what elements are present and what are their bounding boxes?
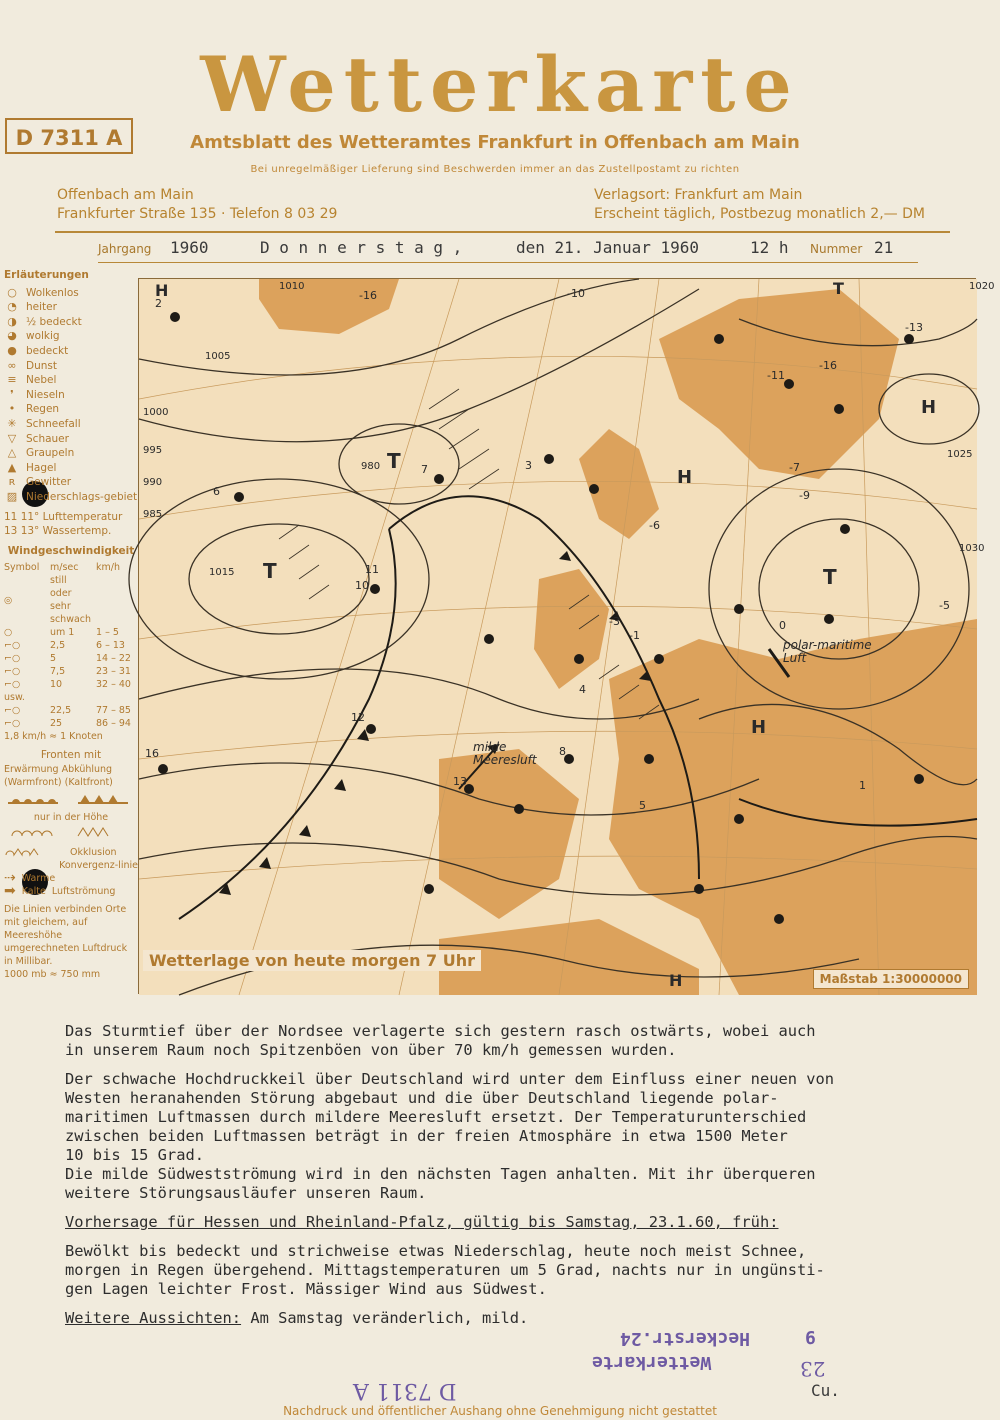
address-right-line-1: Verlagsort: Frankfurt am Main xyxy=(594,187,803,203)
legend-symbol-row xyxy=(4,417,138,432)
map-caption: Wetterlage von heute morgen 7 Uhr xyxy=(143,950,481,971)
station-temperature: -9 xyxy=(799,489,810,502)
legend-fronts-title: Fronten mit xyxy=(40,749,102,762)
dateline-rule xyxy=(98,262,918,263)
legend-symbol-row xyxy=(4,329,138,344)
isobar-value-label: 1030 xyxy=(959,543,985,554)
wind-row xyxy=(4,717,138,730)
legend-symbol-label: Regen xyxy=(26,403,60,416)
wind-header-kmh: km/h xyxy=(96,562,120,574)
wind-row xyxy=(4,639,138,652)
isobar-value-label: 1015 xyxy=(209,567,235,578)
wind-cell: 14 – 22 xyxy=(96,653,131,665)
legend-symbol-icon: ◕ xyxy=(7,329,17,343)
wind-header-symbol: Symbol xyxy=(4,562,40,574)
legend-symbol-label: bedeckt xyxy=(26,344,69,357)
station-temperature: -7 xyxy=(789,461,800,474)
legend-symbol-label: Dunst xyxy=(26,359,57,372)
legend-symbol-row xyxy=(4,446,138,461)
weather-map-graphic xyxy=(139,279,977,995)
legend-symbol-label: Schneefall xyxy=(26,417,81,430)
legend-symbol-label: Hagel xyxy=(26,461,57,474)
isobar-value-label: 995 xyxy=(143,445,163,456)
legend-symbol-icon: ▨ xyxy=(6,489,18,503)
wind-cell: 2,5 xyxy=(50,640,66,652)
wind-row xyxy=(4,691,138,704)
station-temperature: 6 xyxy=(213,485,220,498)
masthead-subtitle: Amtsblatt des Wetteramtes Frankfurt in Offenbach am Main xyxy=(190,132,800,153)
legend-fronts-cols: Erwärmung Abkühlung xyxy=(4,763,113,775)
wind-cell: ○ xyxy=(4,627,13,639)
wind-cell: 5 xyxy=(50,653,57,665)
legend-symbol-label: Nieseln xyxy=(26,388,65,401)
occlusion-label: Okklusion xyxy=(70,846,117,858)
legend-symbol-row xyxy=(4,315,138,330)
hour: 12 h xyxy=(750,238,789,257)
high-pressure-label: H xyxy=(155,281,169,300)
wind-cell: 6 – 13 xyxy=(96,640,125,652)
legend-symbol-icon: ▲ xyxy=(7,460,17,474)
header-rule xyxy=(55,231,950,233)
wind-cell: still oder sehr schwach xyxy=(50,575,92,626)
station-temperature: 4 xyxy=(579,683,586,696)
legend-symbol-row xyxy=(4,300,138,315)
legend-symbol-label: ½ bedeckt xyxy=(26,315,82,328)
wind-cell: 7,5 xyxy=(50,666,66,678)
legend-symbol-icon: △ xyxy=(7,446,17,460)
isobar-value-label: 1020 xyxy=(969,281,995,292)
wind-row xyxy=(4,652,138,665)
forecast-heading: Vorhersage für Hessen und Rheinland-Pfalz, gültig bis Samstag, 23.1.60, früh: xyxy=(65,1213,779,1231)
address-left xyxy=(57,186,337,224)
legend-symbol-label: wolkig xyxy=(26,330,60,343)
station-temperature: 5 xyxy=(639,799,646,812)
weather-report xyxy=(65,1022,985,1328)
wind-cell: ⌐○ xyxy=(4,718,21,730)
stamp-name: Wetterkarte xyxy=(592,1352,712,1373)
station-temperature: 10 xyxy=(355,579,369,592)
station-temperature: -1 xyxy=(629,629,640,642)
legend-symbol-row xyxy=(4,344,138,359)
station-temperature: 13 xyxy=(453,775,467,788)
wind-cell: ◎ xyxy=(4,594,13,606)
isobar-value-label: 990 xyxy=(143,477,163,488)
address-left-line-2: Frankfurter Straße 135 · Telefon 8 03 29 xyxy=(57,206,338,222)
legend-fronts-sub: (Warmfront) (Kaltfront) xyxy=(4,776,113,788)
legend-symbol-row xyxy=(4,286,138,301)
legend-symbol-icon: ✳ xyxy=(7,416,17,430)
wind-cell: 23 – 31 xyxy=(96,666,131,678)
legend-symbol-row xyxy=(4,359,138,374)
isobar-value-label: 1025 xyxy=(947,449,973,460)
legend-symbol-label: Schauer xyxy=(26,432,69,445)
legend-convergence: Konvergenz-linie xyxy=(59,860,138,872)
high-pressure-label: H xyxy=(669,971,683,990)
outlook xyxy=(65,1309,985,1328)
legend-symbol-row xyxy=(4,402,138,417)
stamp-number: 6 xyxy=(805,1328,816,1349)
station-temperature: -10 xyxy=(567,287,585,300)
station-temperature: -13 xyxy=(905,321,923,334)
legend-symbol-icon: ◑ xyxy=(7,314,17,328)
legend-wind-table xyxy=(4,574,138,730)
station-temperature: -16 xyxy=(359,289,377,302)
jahrgang-label: Jahrgang xyxy=(98,242,152,256)
wind-cell: 77 – 85 xyxy=(96,705,131,717)
wind-cell: ⌐○ xyxy=(4,666,21,678)
wind-row xyxy=(4,665,138,678)
high-pressure-label: H xyxy=(751,717,767,738)
wind-cell: ⌐○ xyxy=(4,653,21,665)
legend-temp-line-1: 11 11° Lufttemperatur xyxy=(4,510,123,523)
legend-cold xyxy=(4,885,138,898)
station-temperature: -6 xyxy=(649,519,660,532)
wind-cell: 1 – 5 xyxy=(96,627,119,639)
address-right-line-2: Erscheint täglich, Postbezug monatlich 2,— DM xyxy=(594,206,925,222)
station-temperature: 3 xyxy=(525,459,532,472)
cold-label: Kalte xyxy=(21,886,46,898)
station-temperature: 8 xyxy=(559,745,566,758)
legend-upper-label: nur in der Höhe xyxy=(33,812,109,824)
legend-wind-title: Windgeschwindigkeit xyxy=(7,544,135,557)
stamp-code: D 7311 A xyxy=(353,1378,457,1403)
wind-cell: 32 – 40 xyxy=(96,679,131,691)
report-paragraph-1: Das Sturmtief über der Nordsee verlagerte sich gestern rasch ostwärts, wobei auch in unserem Raum noch Spitzenböen von über 70 km/h gemessen wurden. xyxy=(65,1022,816,1059)
wind-cell: 86 – 94 xyxy=(96,718,131,730)
polar-air-label: polar-maritime Luft xyxy=(783,638,872,665)
station-temperature: -3 xyxy=(609,615,620,628)
legend-symbol-icon: ◔ xyxy=(7,300,17,314)
upper-front-icon xyxy=(4,824,134,840)
cold-arrow-icon: ➡ xyxy=(4,883,16,900)
station-temperature: 11 xyxy=(365,563,379,576)
legend-symbol-label: Wolkenlos xyxy=(26,286,79,299)
station-temperature: -5 xyxy=(939,599,950,612)
wind-row xyxy=(4,626,138,639)
handwritten-number: 23 xyxy=(800,1357,826,1381)
legend-symbol-icon: ▽ xyxy=(7,431,17,445)
warm-label: Warme xyxy=(21,873,56,885)
legend-symbol-label: heiter xyxy=(26,301,57,314)
dateline xyxy=(98,238,958,262)
low-pressure-label: T xyxy=(823,565,837,589)
high-pressure-label: H xyxy=(677,467,693,488)
legend-symbol-row xyxy=(4,461,138,476)
outlook-body: Am Samstag veränderlich, mild. xyxy=(250,1309,529,1327)
legend-pressure-eq: 1000 mb ≈ 750 mm xyxy=(4,969,101,981)
address-right xyxy=(594,186,925,224)
stream-label: Luftströmung xyxy=(51,886,116,898)
wind-row xyxy=(4,574,138,626)
legend-symbol-row xyxy=(4,475,138,490)
report-paragraph-2: Der schwache Hochdruckkeil über Deutschland wird unter dem Einfluss einer neuen von Westen heranahenden Störung abgebaut und die über Deutschland liegende polar- maritimen Luftmassen durch mildere Meeresluft ersetzt. Der Temperaturunterschied zwischen beiden Luftmassen beträgt in der freien Atmosphäre in etwa 1500 Meter 10 bis 15 Grad. Die milde Südwestströmung wird in den nächsten Tagen anhalten. Mit ihr überqueren weitere Störungsausläufer unseren Raum. xyxy=(65,1070,835,1202)
masthead-title: Wetterkarte xyxy=(200,40,800,129)
station-temperature: 7 xyxy=(421,463,428,476)
legend-symbol-icon: ʀ xyxy=(8,475,16,489)
stamp-street: Heckerstr.24 xyxy=(620,1328,751,1349)
mild-air-label: milde Meeresluft xyxy=(473,740,537,767)
front-symbols-icon xyxy=(4,789,134,807)
weather-map xyxy=(138,278,995,994)
legend-symbol-row xyxy=(4,373,138,388)
issue-number: 21 xyxy=(874,238,894,257)
station-temperature: 1 xyxy=(859,779,866,792)
wind-cell: usw. xyxy=(4,692,25,704)
year: 1960 xyxy=(170,238,209,257)
map-legend xyxy=(4,268,138,981)
legend-isobar-note: Die Linien verbinden Orte mit gleichem, auf Meereshöhe umgerechneten Luftdruck in Millibar. xyxy=(4,904,128,968)
wind-cell: 10 xyxy=(50,679,63,691)
date: den 21. Januar 1960 xyxy=(516,238,700,257)
isobar-value-label: 1005 xyxy=(205,351,231,362)
wind-cell: ⌐○ xyxy=(4,640,21,652)
wind-cell: 22,5 xyxy=(50,705,72,717)
legend-symbol-label: Gewitter xyxy=(26,476,72,489)
legend-symbol-label: Niederschlags-gebiet xyxy=(26,490,138,503)
legend-symbol-icon: ○ xyxy=(7,285,17,299)
legend-symbol-icon: ≡ xyxy=(7,373,17,387)
legend-symbol-label: Graupeln xyxy=(26,447,75,460)
initials: Cu. xyxy=(811,1381,840,1400)
wind-row xyxy=(4,678,138,691)
legend-warm xyxy=(4,872,138,885)
wind-cell: ⌐○ xyxy=(4,705,21,717)
wind-cell: um 1 xyxy=(50,627,75,639)
isobar-value-label: 980 xyxy=(361,461,381,472)
legend-symbol-icon: ❜ xyxy=(10,387,14,401)
nummer-label: Nummer xyxy=(810,242,863,256)
legend-knot-line: 1,8 km/h ≈ 1 Knoten xyxy=(4,731,103,743)
occlusion-icon xyxy=(4,845,64,859)
delivery-note: Bei unregelmäßiger Lieferung sind Beschwerden immer an das Zustellpostamt zu richten xyxy=(250,164,740,175)
legend-symbol-row xyxy=(4,388,138,403)
station-temperature: 12 xyxy=(351,711,365,724)
legend-symbol-label: Nebel xyxy=(26,374,57,387)
wind-cell: 25 xyxy=(50,718,63,730)
legend-occlusion xyxy=(4,845,138,859)
forecast-body: Bewölkt bis bedeckt und strichweise etwas Niederschlag, heute noch meist Schnee, morgen in Regen übergehend. Mittagstemperaturen um 5 Grad, nachts nur in ungünsti- gen Lagen leichter Frost. Mässiger Wind aus Südwest. xyxy=(65,1242,825,1298)
station-temperature: -11 xyxy=(767,369,785,382)
station-temperature: -16 xyxy=(819,359,837,372)
legend-symbol-list xyxy=(4,286,138,505)
station-temperature: 16 xyxy=(145,747,159,760)
low-pressure-label: T xyxy=(387,449,401,473)
wind-cell: ⌐○ xyxy=(4,679,21,691)
low-pressure-label: T xyxy=(833,279,844,298)
weekday: D o n n e r s t a g , xyxy=(260,238,463,257)
footer-notice: Nachdruck und öffentlicher Aushang ohne Genehmigung nicht gestattet xyxy=(283,1404,717,1418)
isobar-value-label: 985 xyxy=(143,509,163,520)
address-left-line-1: Offenbach am Main xyxy=(57,187,194,203)
legend-symbol-icon: • xyxy=(8,402,16,416)
map-scale: Maßstab 1:30000000 xyxy=(813,969,969,989)
isobar-value-label: 1000 xyxy=(143,407,169,418)
legend-wind-header xyxy=(4,561,138,574)
outlook-label: Weitere Aussichten: xyxy=(65,1309,242,1327)
station-temperature: 0 xyxy=(779,619,786,632)
warm-arrow-icon: ⇢ xyxy=(4,870,16,887)
wind-row xyxy=(4,704,138,717)
isobar-value-label: 1010 xyxy=(279,281,305,292)
legend-title: Erläuterungen xyxy=(4,269,89,281)
legend-symbol-icon: ∞ xyxy=(7,358,17,372)
station-temperature: 2 xyxy=(155,297,162,310)
high-pressure-label: H xyxy=(921,397,937,418)
wind-header-ms: m/sec xyxy=(50,562,79,574)
legend-symbol-row xyxy=(4,490,138,505)
legend-temp-line-2: 13 13° Wassertemp. xyxy=(4,525,112,538)
low-pressure-label: T xyxy=(263,559,277,583)
legend-symbol-icon: ● xyxy=(7,343,17,357)
legend-symbol-row xyxy=(4,432,138,447)
issue-code: D 7311 A xyxy=(5,118,133,154)
